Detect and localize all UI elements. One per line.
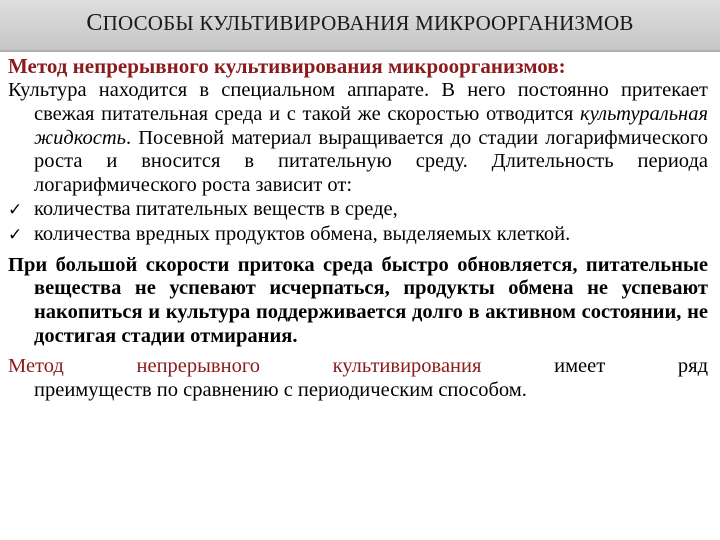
list-item-text: количества питательных веществ в среде, [34,197,398,220]
conclusion-word: Метод [8,354,64,377]
description-text-2: . Посевной материал выращивается до стадии логарифмического роста и вносится в питательную среду. Длительность периода логарифмического роста зависит от: [34,126,708,197]
slide-content [8,52,708,402]
list-item [8,198,708,223]
description-text-1: Культура находится в специальном аппарате. В него постоянно притекает свежая питательная среда и с такой же скоростью отводится [8,79,708,125]
title-rest: ПОСОБЫ КУЛЬТИВИРОВАНИЯ МИКРООРГАНИЗМОВ [102,11,634,35]
factor-list [8,198,708,248]
description-italic-term: культуральная жидкость [34,102,708,149]
slide-title [0,9,720,37]
conclusion-word: культивирования [332,354,482,377]
conclusion-word: непрерывного [136,354,260,377]
list-item-text: количества вредных продуктов обмена, выделяемых клеткой. [34,222,571,245]
bold-paragraph: При большой скорости притока среда быстро обновляется, питательные вещества не успевают исчерпаться, продукты обмена не успевают накопиться и культура поддерживается долго в активном состоянии, не достигая стадии отмирания. [8,253,708,347]
conclusion-word: ряд [677,354,708,377]
section-heading: Метод непрерывного культивирования микроорганизмов: [8,54,566,78]
conclusion-line-1 [8,355,708,379]
checkmark-icon: ✓ [8,224,23,245]
conclusion-word: имеет [554,354,606,377]
list-item [8,223,708,248]
title-first-letter: С [86,10,103,36]
checkmark-icon: ✓ [8,199,23,220]
description-paragraph [8,79,708,198]
conclusion-line-2: преимуществ по сравнению с периодическим способом. [34,378,527,401]
